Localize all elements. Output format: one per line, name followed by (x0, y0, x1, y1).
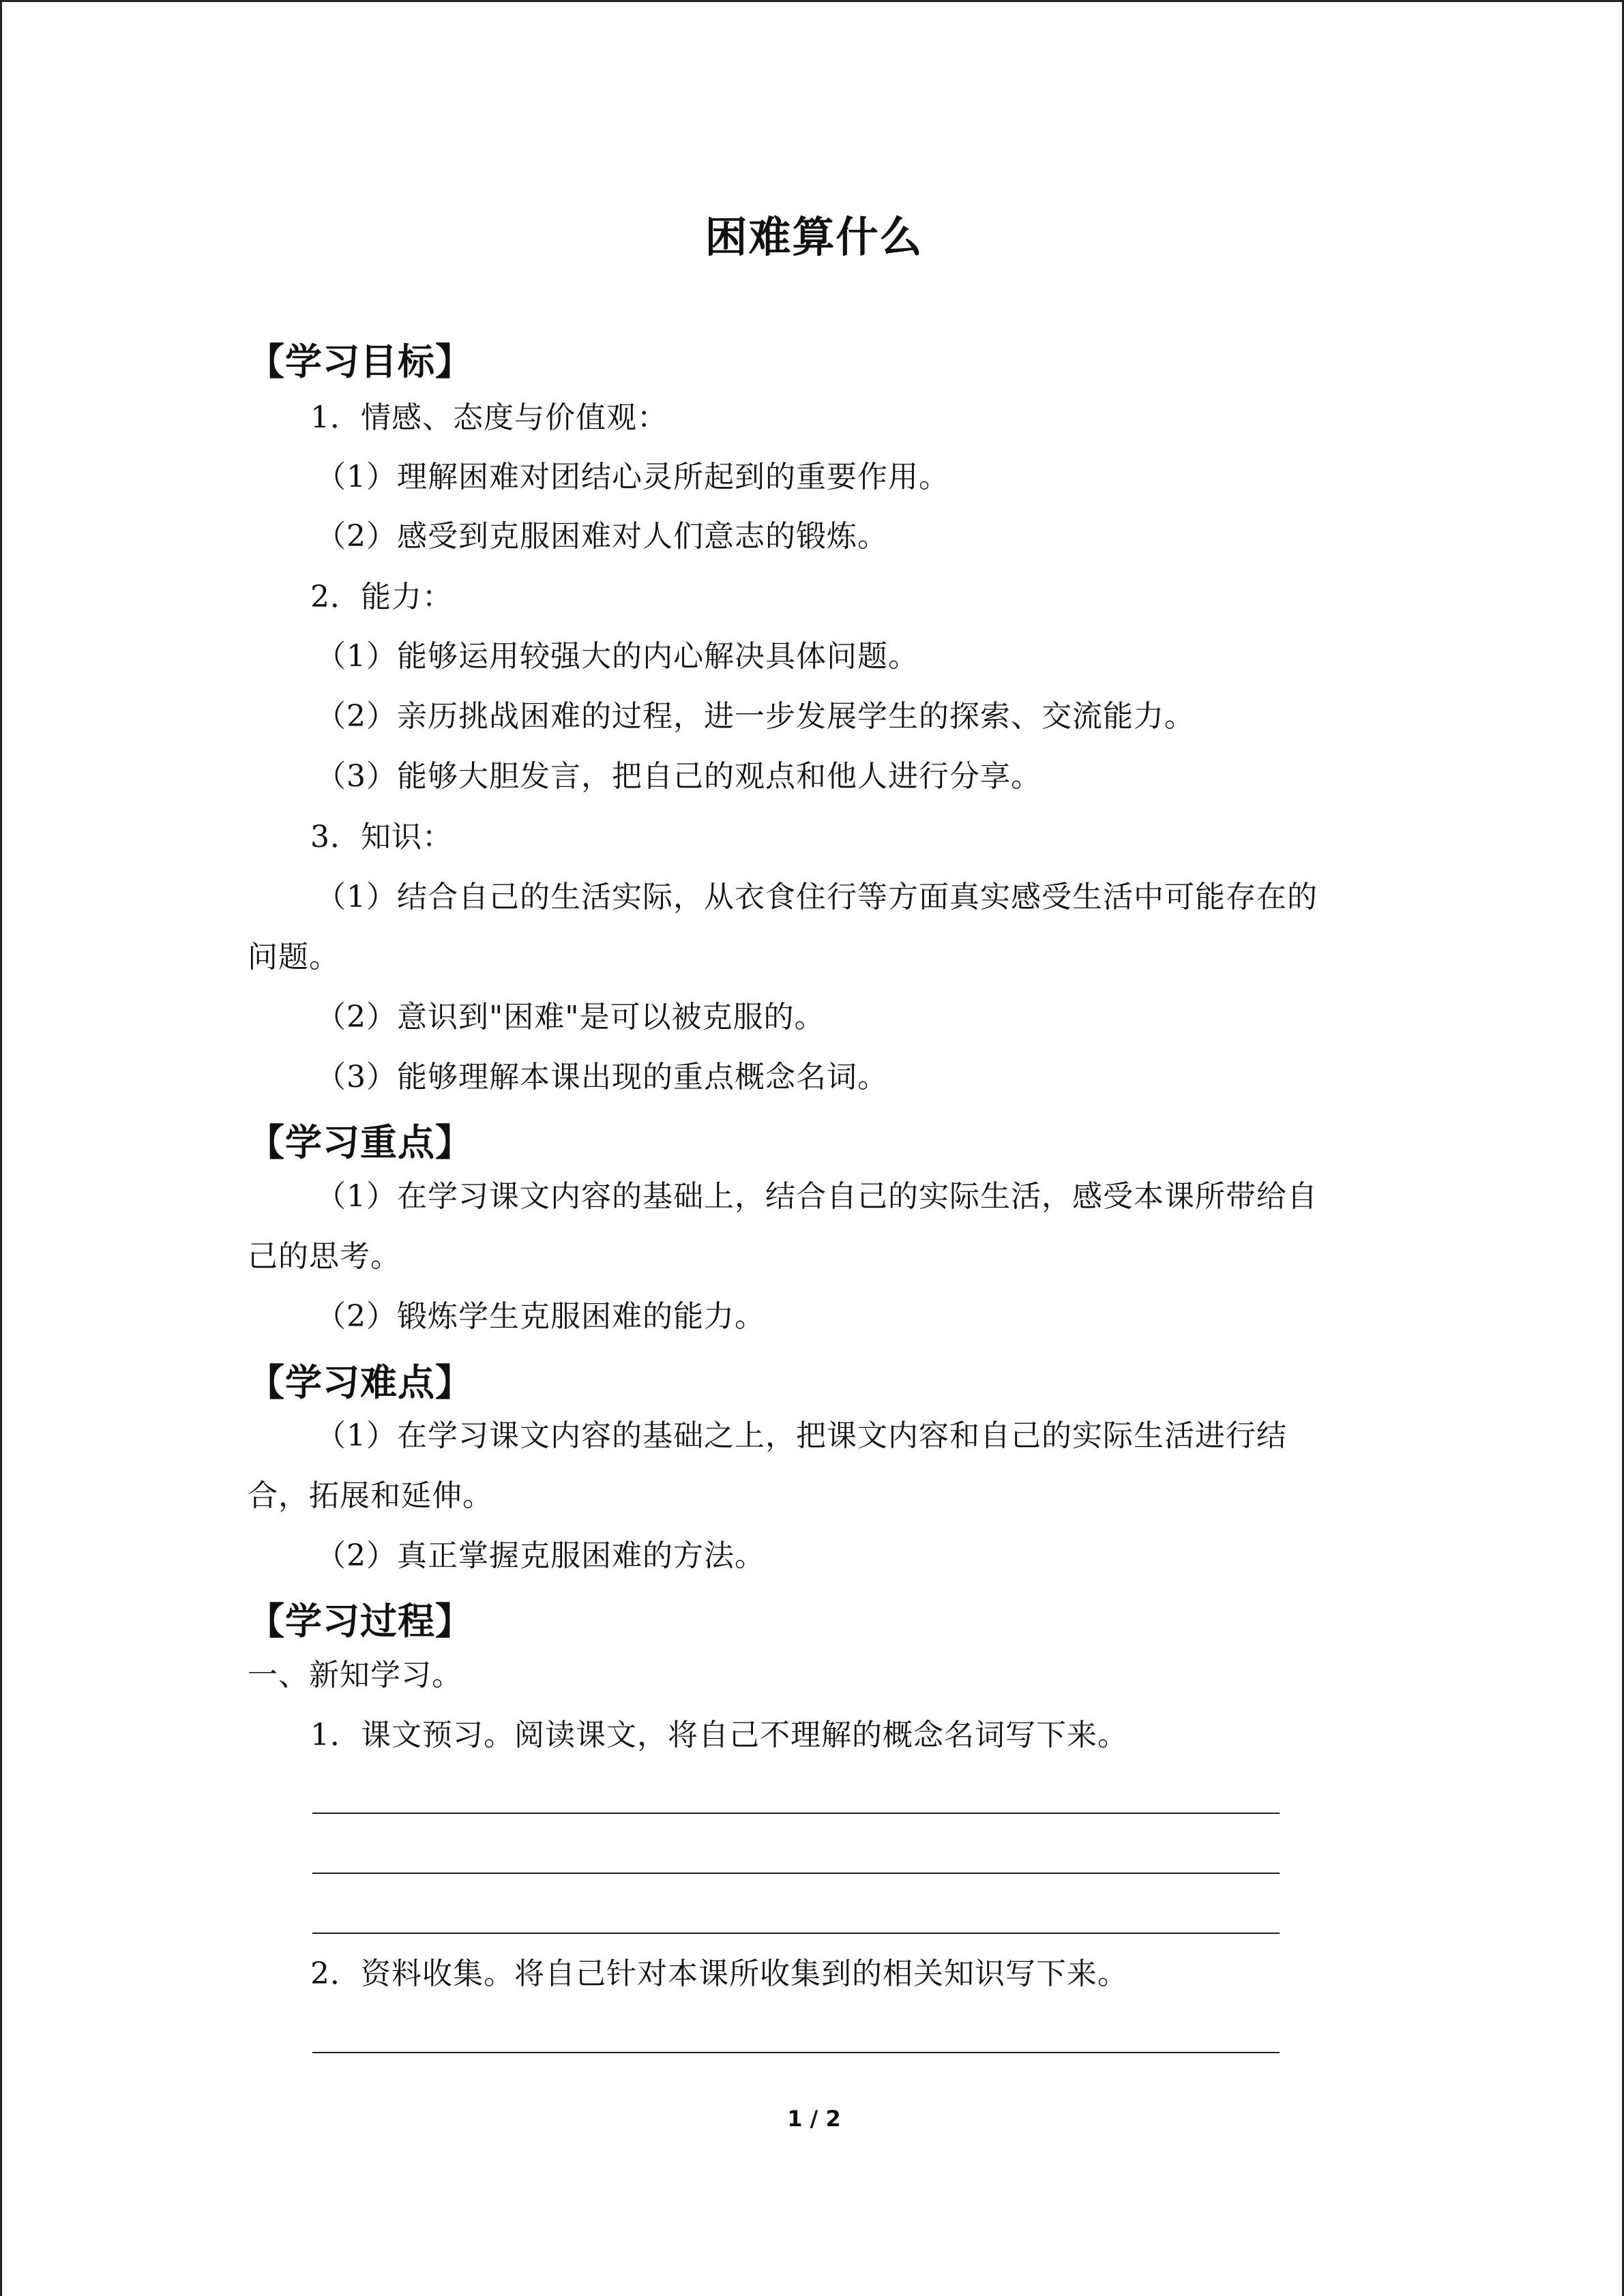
process-item: 2．资料收集。将自己针对本课所收集到的相关知识写下来。 (310, 1956, 1128, 1991)
goal-item: 3．知识： (310, 820, 453, 854)
answer-line[interactable] (312, 1813, 1280, 1814)
heading-difficulties: 【学习难点】 (248, 1361, 473, 1404)
goal-item: 1．情感、态度与价值观： (310, 400, 668, 435)
process-item: 1．课文预习。阅读课文，将自己不理解的概念名词写下来。 (310, 1718, 1128, 1753)
key-point-item: （1）在学习课文内容的基础上，结合自己的实际生活，感受本课所带给自 (316, 1179, 1318, 1214)
heading-key-points: 【学习重点】 (248, 1121, 473, 1164)
goal-item-continuation: 问题。 (248, 940, 340, 974)
answer-line[interactable] (312, 1933, 1280, 1934)
difficulty-continuation: 合，拓展和延伸。 (248, 1478, 493, 1513)
answer-line[interactable] (312, 2052, 1280, 2053)
goal-item: （3）能够大胆发言，把自己的观点和他人进行分享。 (316, 759, 1042, 794)
difficulty-item: （2）真正掌握克服困难的方法。 (316, 1538, 765, 1573)
page-indicator: 1 / 2 (787, 2106, 841, 2132)
goal-item: （2）感受到克服困难对人们意志的锻炼。 (316, 519, 888, 554)
key-point-continuation: 己的思考。 (248, 1239, 401, 1274)
key-point-item: （2）锻炼学生克服困难的能力。 (316, 1299, 765, 1334)
goal-item: （1）结合自己的生活实际，从衣食住行等方面真实感受生活中可能存在的 (316, 880, 1318, 914)
process-item: 一、新知学习。 (248, 1658, 462, 1693)
goal-item: 2．能力： (310, 580, 453, 614)
goal-item: （1）理解困难对团结心灵所起到的重要作用。 (316, 460, 949, 494)
document-title: 困难算什么 (705, 212, 924, 262)
heading-process: 【学习过程】 (248, 1600, 473, 1643)
heading-learning-goals: 【学习目标】 (248, 340, 473, 383)
goal-item: （3）能够理解本课出现的重点概念名词。 (316, 1060, 888, 1094)
difficulty-item: （1）在学习课文内容的基础之上，把课文内容和自己的实际生活进行结 (316, 1418, 1287, 1453)
goal-item: （1）能够运用较强大的内心解决具体问题。 (316, 639, 919, 674)
answer-line[interactable] (312, 1873, 1280, 1874)
goal-item: （2）意识到"困难"是可以被克服的。 (316, 1000, 825, 1034)
goal-item: （2）亲历挑战困难的过程，进一步发展学生的探索、交流能力。 (316, 699, 1195, 734)
